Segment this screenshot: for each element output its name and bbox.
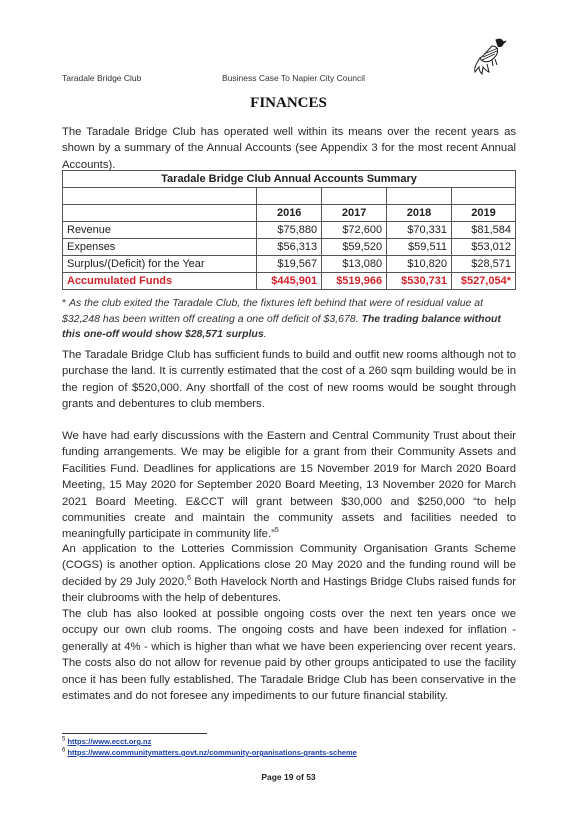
footnote-link-cogs[interactable]: https://www.communitymatters.govt.nz/community-organisations-grants-scheme xyxy=(67,748,357,757)
table-cell: $13,080 xyxy=(322,256,387,273)
footnote-ref-6: 6 xyxy=(187,575,192,583)
table-empty-row xyxy=(63,188,516,205)
table-row-accumulated-funds xyxy=(63,273,516,290)
funding-paragraph: The Taradale Bridge Club has sufficient funds to build and outfit new rooms although not to purchase the land. It is currently estimated that the cost of a 260 sqm building would be in the region of $520,000. Any shortfall of the cost of new rooms would be sought through grants and debentures to club members. xyxy=(62,349,516,411)
table-row-expenses xyxy=(63,239,516,256)
cogs-tail: Both Havelock North and Hastings Bridge Clubs raised funds for their clubrooms with the help of debentures. xyxy=(62,575,517,605)
row-label: Revenue xyxy=(63,222,257,239)
table-cell: $72,600 xyxy=(322,222,387,239)
annual-accounts-table xyxy=(62,170,516,290)
table-cell: $530,731 xyxy=(387,273,452,290)
footnote-number: 5 xyxy=(62,736,66,743)
footnote-6 xyxy=(62,748,357,757)
ecct-paragraph xyxy=(62,428,516,543)
table-cell: $59,511 xyxy=(387,239,452,256)
note-asterisk: * xyxy=(62,297,67,309)
year-header: 2018 xyxy=(387,205,452,222)
table-row-surplus xyxy=(63,256,516,273)
fantail-bird-logo-icon xyxy=(470,34,514,78)
note-italic-text: As the club exited the Taradale Club, the fixtures left behind that were of residual value at $32,248 has been written off creating a one off deficit of $3,678. xyxy=(62,297,484,325)
table-cell: $81,584 xyxy=(452,222,516,239)
table-year-row xyxy=(63,205,516,222)
row-label: Surplus/(Deficit) for the Year xyxy=(63,256,257,273)
table-cell: $53,012 xyxy=(452,239,516,256)
table-cell: $527,054* xyxy=(452,273,516,290)
table-caption: Taradale Bridge Club Annual Accounts Summary xyxy=(63,171,516,188)
intro-paragraph: The Taradale Bridge Club has operated well within its means over the recent years as shown by a summary of the Annual Accounts (see Appendix 3 for the most recent Annual Accounts). xyxy=(62,126,516,171)
table-cell: $70,331 xyxy=(387,222,452,239)
footnote-link-ecct[interactable]: https://www.ecct.org.nz xyxy=(67,737,152,746)
footnote-ref-5: 5 xyxy=(274,527,279,535)
footnote-number: 6 xyxy=(62,747,66,754)
table-cell: $28,571 xyxy=(452,256,516,273)
row-label: Accumulated Funds xyxy=(63,273,257,290)
page-number: Page 19 of 53 xyxy=(261,772,316,782)
table-cell: $59,520 xyxy=(322,239,387,256)
cogs-paragraph xyxy=(62,541,516,607)
footnote-5 xyxy=(62,737,151,746)
table-cell: $19,567 xyxy=(257,256,322,273)
table-cell: $445,901 xyxy=(257,273,322,290)
row-label: Expenses xyxy=(63,239,257,256)
ecct-text: We have had early discussions with the Eastern and Central Community Trust about their funding arrangements. We may be eligible for a grant from their Community Assets and Facilities Fund. Deadlines for applications are 15 November 2019 for March 2020 Board Meeting, 15 May 2020 for September 2020 Board Meeting, 13 November 2020 for March 2021 Board Meeting. E&CCT will grant between $30,000 and $250,000 “to help communities create and maintain the community assets and facilities needed to meaningfully participate in community life.” xyxy=(62,430,516,541)
table-caption-row xyxy=(63,171,516,188)
year-header: 2016 xyxy=(257,205,322,222)
note-end: . xyxy=(263,328,267,340)
header-document-title: Business Case To Napier City Council xyxy=(222,73,365,83)
year-header: 2017 xyxy=(322,205,387,222)
year-header: 2019 xyxy=(452,205,516,222)
table-cell: $56,313 xyxy=(257,239,322,256)
table-footnote xyxy=(62,296,516,343)
note-bold-text: The trading balance without this one-off would show $28,571 surplus xyxy=(62,312,501,340)
header-club-name: Taradale Bridge Club xyxy=(62,73,142,83)
cogs-text: An application to the Lotteries Commission Community Organisation Grants Scheme (COGS) is another option. Applications close 20 May 2020 and the funding round will be decided by 29 July 2020. xyxy=(62,543,516,588)
ongoing-costs-paragraph: The club has also looked at possible ongoing costs over the next ten years once we occupy our own club rooms. The ongoing costs and have been indexed for inflation - generally at 4% - which is higher than what we have been experiencing over recent years. The costs also do not allow for revenue paid by other groups anticipated to use the facility once it has been fully established. The Taradale Bridge Club has been conservative in the estimates and do not foresee any impediments to our future financial stability. xyxy=(62,608,516,703)
table-cell: $75,880 xyxy=(257,222,322,239)
table-cell: $519,966 xyxy=(322,273,387,290)
table-cell: $10,820 xyxy=(387,256,452,273)
section-title: FINANCES xyxy=(250,95,327,111)
footnote-divider xyxy=(62,733,207,734)
table-row-revenue xyxy=(63,222,516,239)
